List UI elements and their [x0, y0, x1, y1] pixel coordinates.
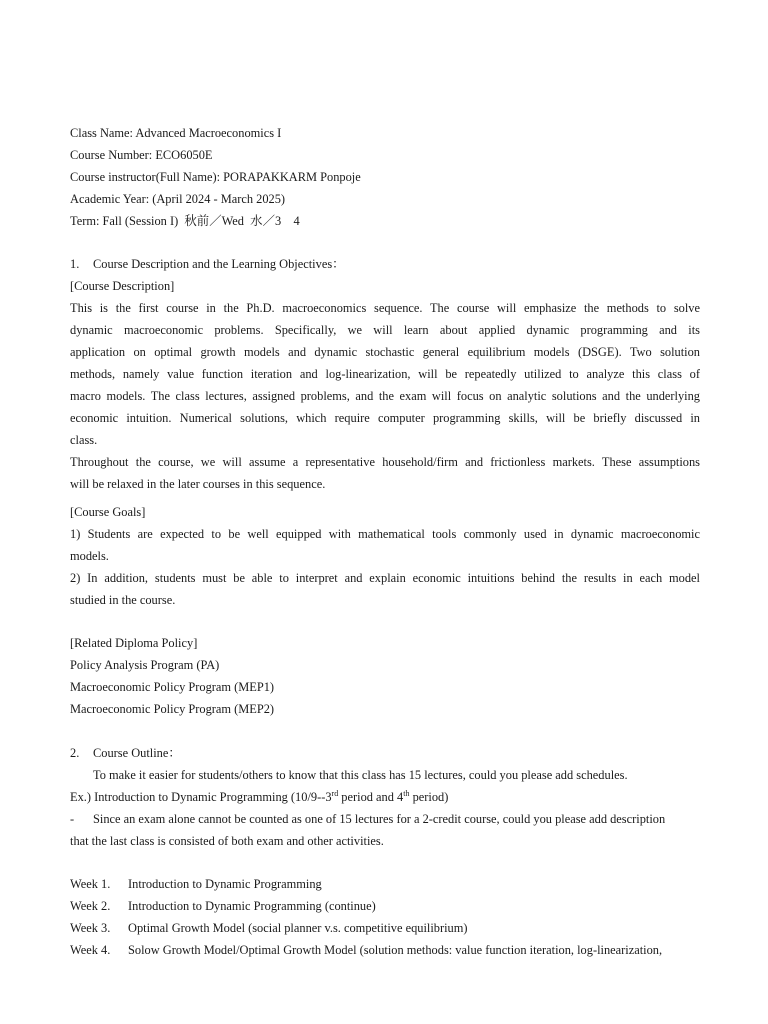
exam-note: [70, 811, 665, 827]
description-line: will be relaxed in the later courses in this sequence.: [70, 477, 326, 491]
example-prefix: Ex.) Introduction to Dynamic Programming (10/9--3: [70, 790, 332, 804]
section-1-number: 1.: [70, 257, 80, 271]
section-1-heading: [70, 256, 345, 272]
example-sup-th: th: [403, 789, 410, 798]
week-label: Week 4.: [70, 943, 111, 957]
goal-line: 2) In addition, students must be able to interpret and explain economic intuitions behind the results in each model: [70, 571, 700, 585]
diploma-policy-item: Policy Analysis Program (PA): [70, 658, 220, 672]
diploma-policy-label: [Related Diploma Policy]: [70, 636, 198, 650]
example-sup-rd: rd: [331, 789, 339, 798]
exam-note-bullet: -: [70, 812, 75, 826]
description-line: macro models. The class lectures, assigned problems, and the exam will focus on analytic solutions and the underlying: [70, 389, 700, 403]
term: Term: Fall (Session I) 秋前／Wed 水／3 4: [70, 214, 300, 228]
section-2-heading: [70, 745, 181, 761]
section-2-title: Course Outline：: [93, 746, 181, 760]
description-line: economic intuition. Numerical solutions, which require computer programming skills, will be briefly discussed in: [70, 411, 700, 425]
course-number: Course Number: ECO6050E: [70, 148, 213, 162]
week-title: Optimal Growth Model (social planner v.s. competitive equilibrium): [128, 921, 468, 935]
description-line: class.: [70, 433, 98, 447]
description-line: methods, namely value function iteration and log-linearization, will be repeatedly utilized to analyze this class of: [70, 367, 700, 381]
description-line: dynamic macroeconomic problems. Specifically, we will learn about applied dynamic programming and its: [70, 323, 700, 337]
example-mid: period and 4: [338, 790, 404, 804]
goal-line: 1) Students are expected to be well equipped with mathematical tools commonly used in dynamic macroeconomic: [70, 527, 700, 541]
week-label: Week 1.: [70, 877, 111, 891]
diploma-policy-item: Macroeconomic Policy Program (MEP2): [70, 702, 275, 716]
course-instructor: Course instructor(Full Name): PORAPAKKARM Ponpoje: [70, 170, 361, 184]
course-description-label: [Course Description]: [70, 279, 175, 293]
description-line: This is the first course in the Ph.D. macroeconomics sequence. The course will emphasize the methods to solve: [70, 301, 700, 315]
exam-note-line-2: that the last class is consisted of both exam and other activities.: [70, 834, 384, 848]
diploma-policy-item: Macroeconomic Policy Program (MEP1): [70, 680, 275, 694]
week-row: [70, 898, 376, 914]
week-label: Week 3.: [70, 921, 111, 935]
description-line: Throughout the course, we will assume a representative household/firm and frictionless markets. These assumptions: [70, 455, 700, 469]
week-title: Introduction to Dynamic Programming (continue): [128, 899, 376, 913]
week-row: [70, 876, 322, 892]
goal-line: studied in the course.: [70, 593, 176, 607]
goal-line: models.: [70, 549, 109, 563]
academic-year: Academic Year: (April 2024 - March 2025): [70, 192, 286, 206]
week-label: Week 2.: [70, 899, 111, 913]
section-1-title: Course Description and the Learning Objectives：: [93, 257, 345, 271]
exam-note-line-1: Since an exam alone cannot be counted as one of 15 lectures for a 2-credit course, could you please add description: [93, 812, 666, 826]
week-row: [70, 920, 468, 936]
schedule-note: To make it easier for students/others to know that this class has 15 lectures, could you please add schedules.: [93, 768, 628, 782]
course-goals-label: [Course Goals]: [70, 505, 146, 519]
week-row: [70, 942, 662, 958]
example-suffix: period): [409, 790, 449, 804]
section-2-number: 2.: [70, 746, 80, 760]
class-name: Class Name: Advanced Macroeconomics I: [70, 126, 282, 140]
description-line: application on optimal growth models and dynamic stochastic general equilibrium models (DSGE). Two solution: [70, 345, 700, 359]
week-title: Introduction to Dynamic Programming: [128, 877, 322, 891]
schedule-example: [70, 789, 448, 805]
week-title: Solow Growth Model/Optimal Growth Model (solution methods: value function iteration, log-linearization,: [128, 943, 663, 957]
